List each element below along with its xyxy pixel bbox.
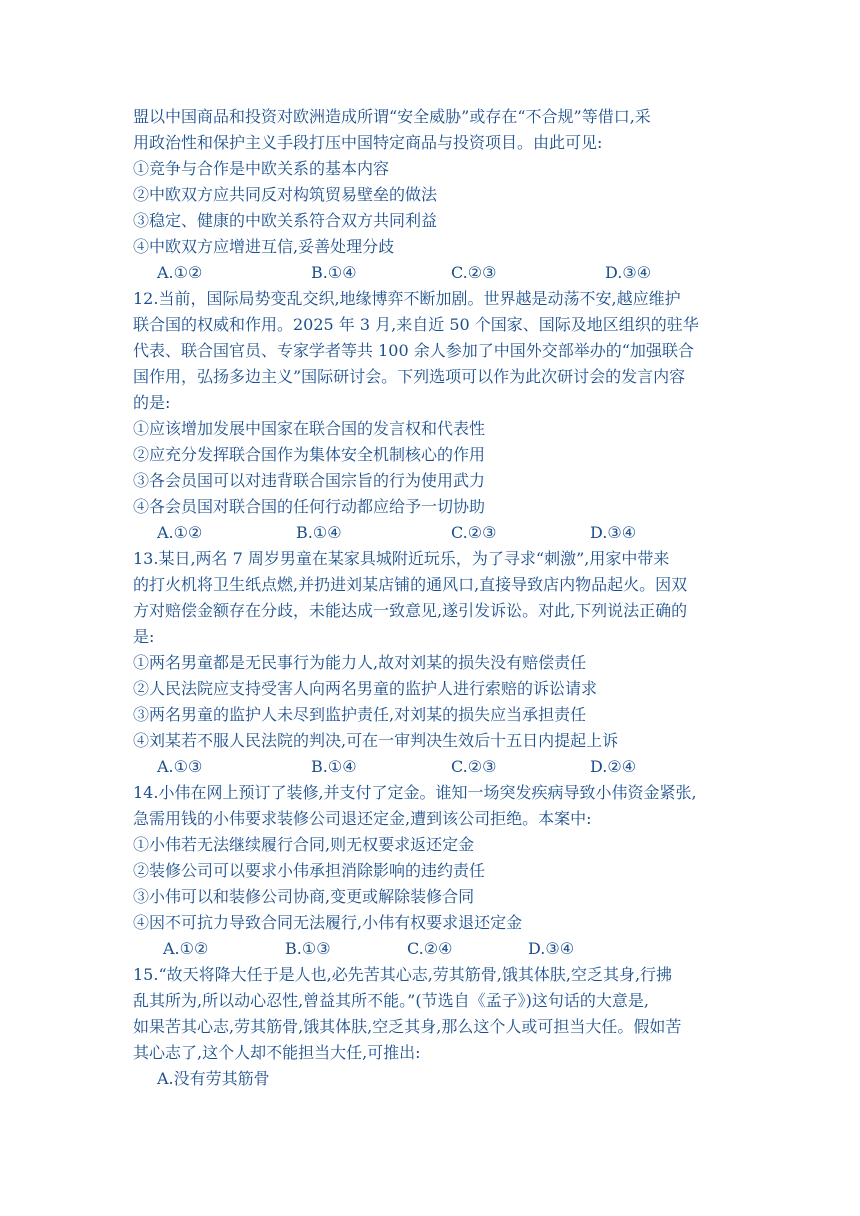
statement-3: ③稳定、健康的中欧关系符合双方共同利益 [133, 211, 438, 230]
answer-options [133, 754, 733, 780]
option-d[interactable]: D.②④ [590, 757, 637, 776]
answer-options [133, 1066, 733, 1092]
statement-2: ②装修公司可以要求小伟承担消除影响的违约责任 [133, 861, 486, 880]
option-b[interactable]: B.①④ [311, 757, 357, 776]
option-d[interactable]: D.③④ [528, 939, 575, 958]
option-d[interactable]: D.③④ [605, 263, 652, 282]
option-a[interactable]: A.①② [163, 939, 209, 958]
question-text-line: 乱其所为,所以动心忍性,曾益其所不能。”(节选自《孟子》)这句话的大意是, [133, 991, 649, 1010]
option-c[interactable]: C.②④ [407, 939, 453, 958]
option-c[interactable]: C.②③ [451, 263, 497, 282]
question-text-line: 是: [133, 627, 155, 646]
question-11 [133, 104, 733, 286]
option-a[interactable]: A.①② [157, 263, 203, 282]
statement-1: ①小伟若无法继续履行合同,则无权要求返还定金 [133, 835, 475, 854]
statement-1: ①应该增加发展中国家在联合国的发言权和代表性 [133, 419, 486, 438]
option-a[interactable]: A.①② [157, 523, 203, 542]
question-text-line: 代表、联合国官员、专家学者等共 100 余人参加了中国外交部举办的“加强联合 [133, 341, 694, 360]
statement-4: ④刘某若不服人民法院的判决,可在一审判决生效后十五日内提起上诉 [133, 731, 619, 750]
question-14 [133, 780, 733, 962]
question-text-line: 的是: [133, 393, 171, 412]
option-b[interactable]: B.①④ [311, 263, 357, 282]
answer-options [133, 260, 733, 286]
option-b[interactable]: B.①③ [285, 939, 331, 958]
answer-options [133, 520, 733, 546]
option-d[interactable]: D.③④ [590, 523, 637, 542]
question-text-line: 方对赔偿金额存在分歧，未能达成一致意见,遂引发诉讼。对此,下列说法正确的 [133, 601, 688, 620]
option-a[interactable]: A.没有劳其筋骨 [157, 1069, 270, 1088]
statement-2: ②应充分发挥联合国作为集体安全机制核心的作用 [133, 445, 486, 464]
question-text-line: 其心志了,这个人却不能担当大任,可推出: [133, 1043, 421, 1062]
statement-2: ②中欧双方应共同反对构筑贸易壁垒的做法 [133, 185, 438, 204]
option-a[interactable]: A.①③ [157, 757, 203, 776]
option-b[interactable]: B.①④ [296, 523, 342, 542]
question-text-line: 用政治性和保护主义手段打压中国特定商品与投资项目。由此可见: [133, 133, 603, 152]
question-text-line: 的打火机将卫生纸点燃,并扔进刘某店铺的通风口,直接导致店内物品起火。因双 [133, 575, 688, 594]
statement-4: ④因不可抗力导致合同无法履行,小伟有权要求退还定金 [133, 913, 523, 932]
statement-3: ③小伟可以和装修公司协商,变更或解除装修合同 [133, 887, 475, 906]
question-text-line: 急需用钱的小伟要求装修公司退还定金,遭到该公司拒绝。本案中: [133, 809, 592, 828]
statement-1: ①两名男童都是无民事行为能力人,故对刘某的损失没有赔偿责任 [133, 653, 587, 672]
option-c[interactable]: C.②③ [451, 523, 497, 542]
statement-4: ④中欧双方应增进互信,妥善处理分歧 [133, 237, 395, 256]
question-text-line: 12.当前，国际局势变乱交织,地缘博弈不断加剧。世界越是动荡不安,越应维护 [133, 289, 681, 308]
question-text-line: 14.小伟在网上预订了装修,并支付了定金。谁知一场突发疾病导致小伟资金紧张, [133, 783, 697, 802]
question-text-line: 联合国的权威和作用。2025 年 3 月,来自近 50 个国家、国际及地区组织的驻华 [133, 315, 699, 334]
question-12 [133, 286, 733, 546]
statement-3: ③各会员国可以对违背联合国宗旨的行为使用武力 [133, 471, 486, 490]
question-text-line: 15.“故天将降大任于是人也,必先苦其心志,劳其筋骨,饿其体肤,空乏其身,行拂 [133, 965, 673, 984]
question-text-line: 国作用，弘扬多边主义”国际研讨会。下列选项可以作为此次研讨会的发言内容 [133, 367, 686, 386]
question-text-line: 13.某日,两名 7 周岁男童在某家具城附近玩乐，为了寻求“刺激”,用家中带来 [133, 549, 670, 568]
statement-3: ③两名男童的监护人未尽到监护责任,对刘某的损失应当承担责任 [133, 705, 587, 724]
statement-1: ①竞争与合作是中欧关系的基本内容 [133, 159, 390, 178]
question-text-line: 如果苦其心志,劳其筋骨,饿其体肤,空乏其身,那么这个人或可担当大任。假如苦 [133, 1017, 682, 1036]
question-13 [133, 546, 733, 780]
question-text-line: 盟以中国商品和投资对欧洲造成所谓“安全威胁”或存在“不合规”等借口,采 [133, 107, 651, 126]
statement-2: ②人民法院应支持受害人向两名男童的监护人进行索赔的诉讼请求 [133, 679, 598, 698]
question-15 [133, 962, 733, 1092]
option-c[interactable]: C.②③ [451, 757, 497, 776]
answer-options [133, 936, 733, 962]
statement-4: ④各会员国对联合国的任何行动都应给予一切协助 [133, 497, 486, 516]
